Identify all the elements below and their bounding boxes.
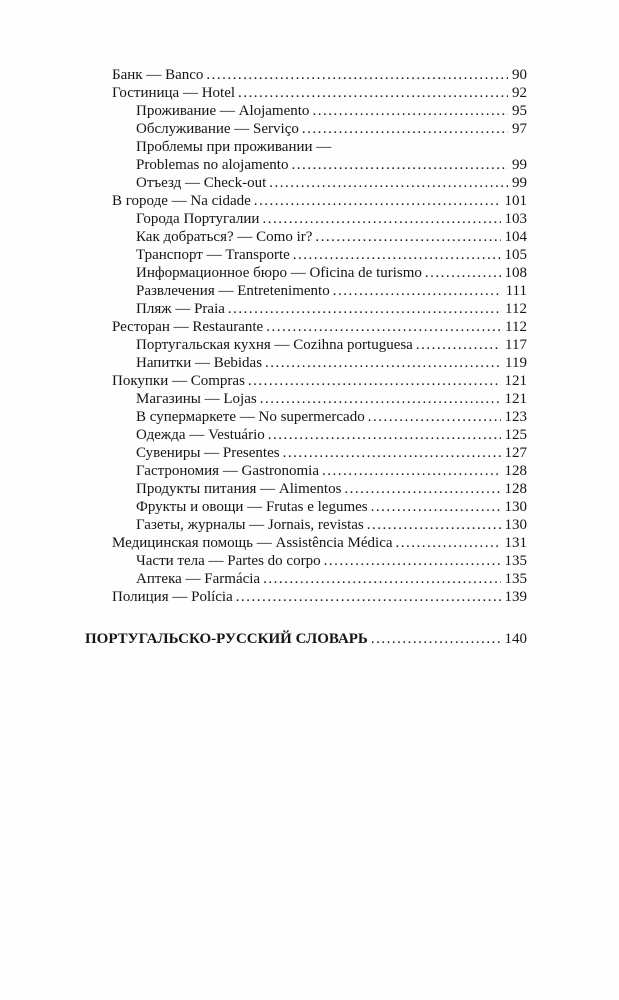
- dictionary-heading-label: ПОРТУГАЛЬСКО-РУССКИЙ СЛОВАРЬ: [85, 631, 368, 647]
- toc-row: [85, 84, 527, 102]
- toc-entry-label: Газеты, журналы — Jornais, revistas: [136, 517, 364, 533]
- toc-entry-label: Португальская кухня — Cozihna portuguesa: [136, 337, 413, 353]
- toc-page-number: 112: [505, 319, 527, 335]
- toc-entry-label: Продукты питания — Alimentos: [136, 481, 342, 497]
- leader-dots: [248, 372, 501, 390]
- leader-dots: [283, 444, 501, 462]
- toc-row: [85, 444, 527, 462]
- leader-dots: [425, 264, 501, 282]
- toc-page-number: 111: [505, 283, 527, 299]
- toc-entry-label: Информационное бюро — Oficina de turismo: [136, 265, 422, 281]
- toc-row: [85, 138, 527, 156]
- leader-dots: [236, 588, 501, 606]
- toc-page-number: 121: [504, 391, 527, 407]
- leader-dots: [312, 102, 508, 120]
- toc-row: [85, 534, 527, 552]
- toc-page-number: 139: [504, 589, 527, 605]
- leader-dots: [291, 156, 508, 174]
- toc-entry-label: Пляж — Praia: [136, 301, 225, 317]
- toc-entry-label: Напитки — Bebidas: [136, 355, 263, 371]
- leader-dots: [260, 390, 501, 408]
- toc-row: [85, 174, 527, 192]
- toc-entry-label: Одежда — Vestuário: [136, 427, 265, 443]
- leader-dots: [206, 66, 508, 84]
- toc-page-number: 127: [504, 445, 527, 461]
- leader-dots: [371, 630, 501, 648]
- toc-row: [85, 516, 527, 534]
- toc-entry-label: Проблемы при проживании —: [136, 139, 332, 155]
- toc-entry-label: Полиция — Polícia: [112, 589, 233, 605]
- table-of-contents: [85, 66, 527, 648]
- dictionary-heading-row: [85, 630, 527, 648]
- toc-row: [85, 246, 527, 264]
- toc-page-number: 130: [504, 499, 527, 515]
- leader-dots: [322, 462, 501, 480]
- toc-row: [85, 66, 527, 84]
- toc-entry-label: Problemas no alojamento: [136, 157, 289, 173]
- leader-dots: [368, 408, 501, 426]
- toc-row: [85, 282, 527, 300]
- toc-row: [85, 264, 527, 282]
- toc-page-number: 104: [504, 229, 527, 245]
- toc-entry-label: Транспорт — Transporte: [136, 247, 290, 263]
- toc-row: [85, 552, 527, 570]
- toc-row: [85, 426, 527, 444]
- toc-page-number: 128: [504, 481, 527, 497]
- toc-page-number: 112: [505, 301, 527, 317]
- toc-page-number: 103: [504, 211, 527, 227]
- toc-entry-label: Ресторан — Restaurante: [112, 319, 264, 335]
- toc-row: [85, 156, 527, 174]
- toc-page-number: 135: [504, 571, 527, 587]
- toc-row: [85, 192, 527, 210]
- toc-entry-label: Гостиница — Hotel: [112, 85, 236, 101]
- toc-entry-label: Медицинская помощь — Assistência Médica: [112, 535, 393, 551]
- toc-list: [85, 66, 527, 606]
- toc-page-number: 117: [505, 337, 527, 353]
- toc-row: [85, 318, 527, 336]
- leader-dots: [302, 120, 508, 138]
- toc-row: [85, 102, 527, 120]
- toc-row: [85, 354, 527, 372]
- leader-dots: [344, 480, 500, 498]
- toc-page-number: 92: [512, 85, 527, 101]
- toc-entry-label: В городе — Na cidade: [112, 193, 251, 209]
- toc-row: [85, 390, 527, 408]
- leader-dots: [266, 318, 501, 336]
- toc-page-number: 95: [512, 103, 527, 119]
- toc-entry-label: Гастрономия — Gastronomia: [136, 463, 319, 479]
- toc-page-number: 135: [504, 553, 527, 569]
- toc-entry-label: Части тела — Partes do corpo: [136, 553, 321, 569]
- toc-entry-label: Развлечения — Entretenimento: [136, 283, 330, 299]
- toc-page-number: 105: [504, 247, 527, 263]
- toc-row: [85, 372, 527, 390]
- toc-entry-label: Сувениры — Presentes: [136, 445, 280, 461]
- toc-row: [85, 498, 527, 516]
- toc-row: [85, 300, 527, 318]
- toc-row: [85, 336, 527, 354]
- toc-entry-label: Проживание — Alojamento: [136, 103, 310, 119]
- leader-dots: [269, 174, 508, 192]
- toc-entry-label: Аптека — Farmácia: [136, 571, 261, 587]
- dictionary-page-number: 140: [504, 631, 527, 647]
- toc-entry-label: Города Португалии: [136, 211, 260, 227]
- leader-dots: [238, 84, 508, 102]
- toc-page-number: 99: [512, 175, 527, 191]
- toc-page-number: 90: [512, 67, 527, 83]
- leader-dots: [367, 516, 501, 534]
- toc-row: [85, 570, 527, 588]
- leader-dots: [262, 210, 500, 228]
- toc-page-number: 123: [504, 409, 527, 425]
- toc-page-number: 130: [504, 517, 527, 533]
- leader-dots: [265, 354, 501, 372]
- leader-dots: [333, 282, 502, 300]
- leader-dots: [263, 570, 500, 588]
- leader-dots: [268, 426, 501, 444]
- toc-row: [85, 588, 527, 606]
- toc-row: [85, 480, 527, 498]
- leader-dots: [254, 192, 501, 210]
- toc-page-number: 131: [504, 535, 527, 551]
- toc-row: [85, 120, 527, 138]
- leader-dots: [315, 228, 500, 246]
- toc-page-number: 101: [504, 193, 527, 209]
- leader-dots: [228, 300, 501, 318]
- toc-page-number: 119: [505, 355, 527, 371]
- toc-page-number: 128: [504, 463, 527, 479]
- leader-dots: [293, 246, 501, 264]
- leader-dots: [324, 552, 501, 570]
- toc-entry-label: Отъезд — Check-out: [136, 175, 267, 191]
- toc-entry-label: Обслуживание — Serviço: [136, 121, 299, 137]
- leader-dots: [371, 498, 501, 516]
- toc-entry-label: Магазины — Lojas: [136, 391, 257, 407]
- toc-entry-label: Банк — Banco: [112, 67, 204, 83]
- leader-dots: [396, 534, 501, 552]
- toc-row: [85, 462, 527, 480]
- toc-entry-label: Фрукты и овощи — Frutas e legumes: [136, 499, 368, 515]
- toc-row: [85, 408, 527, 426]
- toc-page-number: 97: [512, 121, 527, 137]
- toc-page-number: 121: [504, 373, 527, 389]
- toc-page-number: 108: [504, 265, 527, 281]
- toc-entry-label: Как добраться? — Como ir?: [136, 229, 313, 245]
- toc-row: [85, 210, 527, 228]
- toc-page-number: 125: [504, 427, 527, 443]
- toc-entry-label: Покупки — Compras: [112, 373, 245, 389]
- leader-dots: [416, 336, 501, 354]
- toc-page-number: 99: [512, 157, 527, 173]
- toc-entry-label: В супермаркете — No supermercado: [136, 409, 365, 425]
- toc-row: [85, 228, 527, 246]
